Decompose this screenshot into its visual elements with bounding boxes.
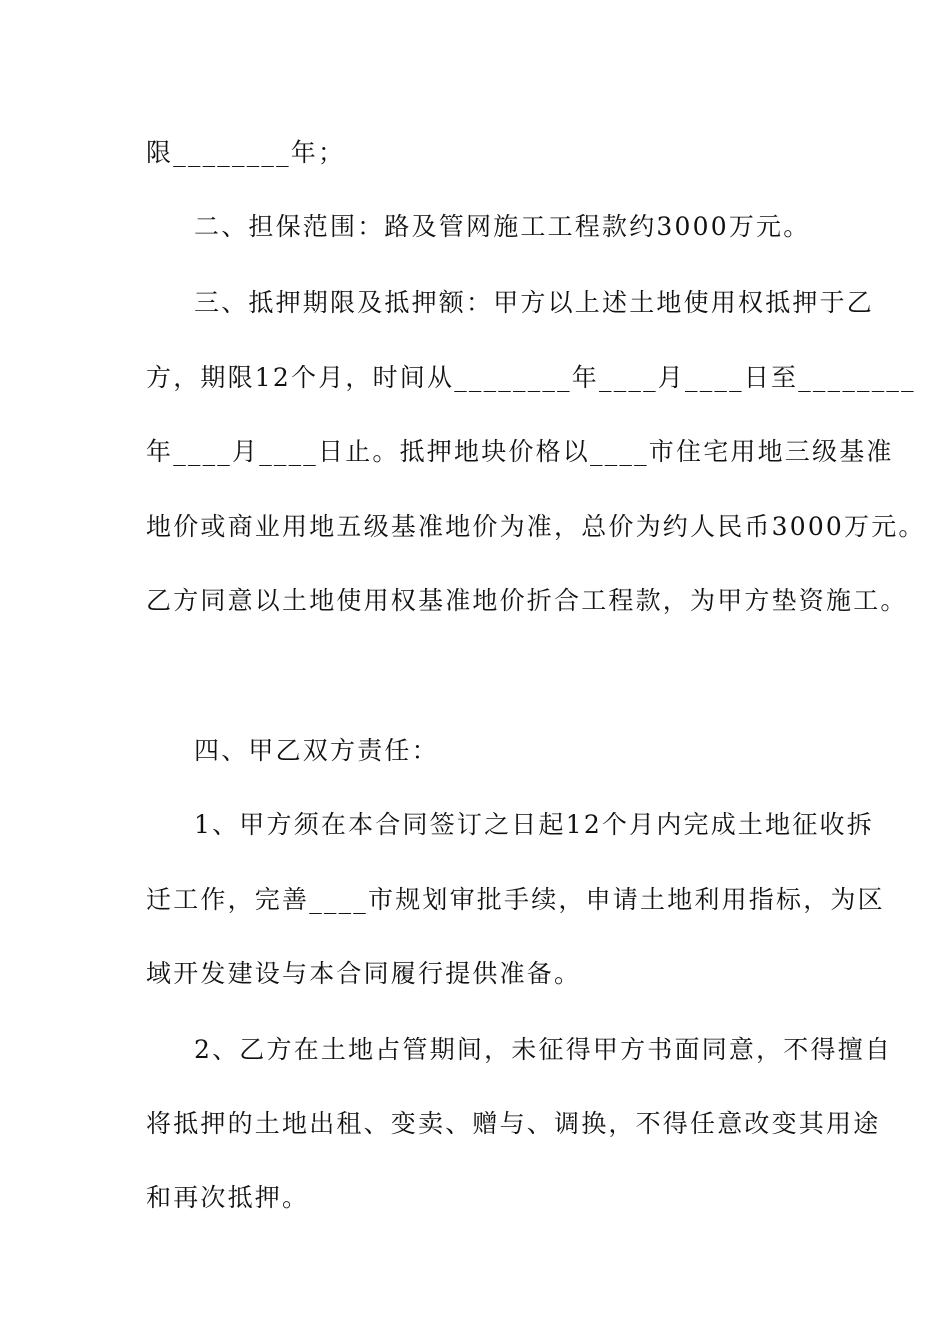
text-line-mortgage-term-heading: 三、抵押期限及抵押额：甲方以上述土地使用权抵押于乙 — [194, 288, 875, 317]
text-line-clause-1-end: 域开发建设与本合同履行提供准备。 — [146, 959, 582, 988]
text-line-clause-2-end: 和再次抵押。 — [146, 1183, 310, 1212]
text-line-mortgage-period: 方，期限12个月，时间从________年____月____日至________ — [146, 363, 916, 392]
text-line-term-years: 限________年； — [146, 138, 346, 167]
text-line-clause-1-start: 1、甲方须在本合同签订之日起12个月内完成土地征收拆 — [194, 810, 874, 839]
text-line-clause-1-middle: 迁工作，完善____市规划审批手续，申请土地利用指标，为区 — [146, 885, 885, 914]
text-line-mortgage-end: 年____月____日止。抵押地块价格以____市住宅用地三级基准 — [146, 437, 894, 466]
text-line-responsibilities-heading: 四、甲乙双方责任： — [194, 736, 439, 765]
text-line-clause-2-start: 2、乙方在土地占管期间，未征得甲方书面同意，不得擅自 — [194, 1035, 893, 1064]
text-line-land-price: 地价或商业用地五级基准地价为准，总价为约人民币3000万元。 — [146, 512, 926, 541]
text-line-party-b-consent: 乙方同意以土地使用权基准地价折合工程款，为甲方垫资施工。 — [146, 586, 908, 615]
text-line-guarantee-scope: 二、担保范围：路及管网施工工程款约3000万元。 — [194, 212, 811, 241]
text-line-clause-2-middle: 将抵押的土地出租、变卖、赠与、调换，不得任意改变其用途 — [146, 1109, 881, 1138]
